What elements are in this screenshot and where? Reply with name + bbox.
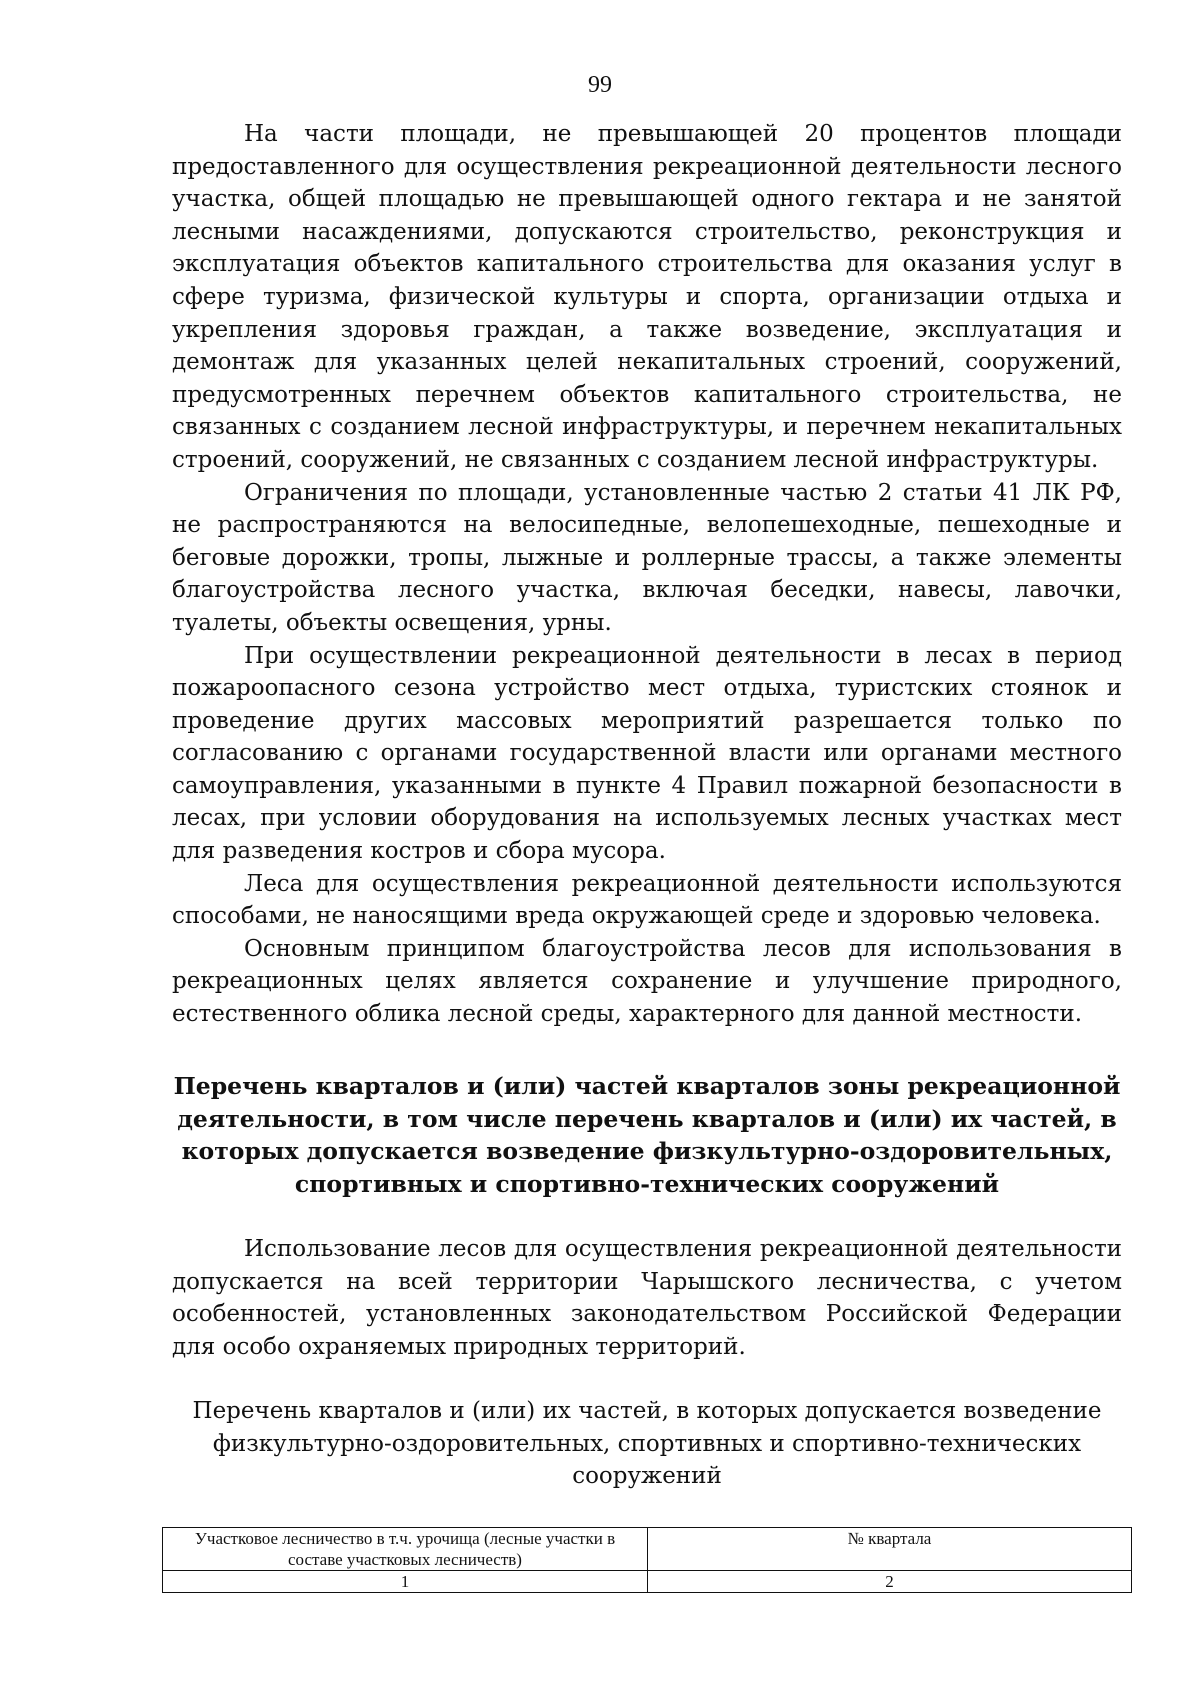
paragraph: Леса для осуществления рекреационной деятельности используются способами, не наносящими вреда окружающей среде и здоровью человека. bbox=[172, 870, 1122, 930]
paragraph: Ограничения по площади, установленные частью 2 статьи 41 ЛК РФ, не распространяются на велосипедные, велопешеходные, пешеходные и беговые дорожки, тропы, лыжные и роллерные трассы, а также элементы благоустройства лесного участка, включая беседки, навесы, лавочки, туалеты, объекты освещения, урны. bbox=[172, 479, 1122, 636]
table-column-numbers-row bbox=[163, 1571, 1132, 1593]
table-header-row bbox=[163, 1528, 1132, 1571]
paragraph: Основным принципом благоустройства лесов для использования в рекреационных целях является сохранение и улучшение природного, естественного облика лесной среды, характерного для данной местности. bbox=[172, 935, 1122, 1028]
quarters-table bbox=[162, 1527, 1132, 1593]
paragraph: Использование лесов для осуществления рекреационной деятельности допускается на всей территории Чарышского лесничества, с учетом особенностей, установленных законодательством Российской Федерации для особо охраняемых природных территорий. bbox=[172, 1236, 1122, 1360]
column-header-forestry: Участковое лесничество в т.ч. урочища (лесные участки в составе участковых лесничеств) bbox=[163, 1528, 648, 1571]
page-number: 99 bbox=[588, 72, 612, 98]
table-caption: Перечень кварталов и (или) их частей, в которых допускается возведение физкультурно-оздоровительных, спортивных и спортивно-технических сооружений bbox=[192, 1398, 1102, 1490]
column-header-quarter-number: № квартала bbox=[648, 1528, 1132, 1571]
paragraph: При осуществлении рекреационной деятельности в лесах в период пожароопасного сезона устройство мест отдыха, туристских стоянок и проведение других массовых мероприятий разрешается только по согласованию с органами государственной власти или органами местного самоуправления, указанными в пункте 4 Правил пожарной безопасности в лесах, при условии оборудования на используемых лесных участках мест для разведения костров и сбора мусора. bbox=[172, 642, 1122, 865]
column-number: 2 bbox=[648, 1571, 1132, 1593]
column-number: 1 bbox=[163, 1571, 648, 1593]
section-heading: Перечень кварталов и (или) частей кварталов зоны рекреационной деятельности, в том числе перечень кварталов и (или) их частей, в которых допускается возведение физкультурно-оздоровительных, спортивных и спортивно-технических сооружений bbox=[173, 1072, 1121, 1198]
paragraph: На части площади, не превышающей 20 процентов площади предоставленного для осуществления рекреационной деятельности лесного участка, общей площадью не превышающей одного гектара и не занятой лесными насаждениями, допускаются строительство, реконструкция и эксплуатация объектов капитального строительства для оказания услуг в сфере туризма, физической культуры и спорта, организации отдыха и укрепления здоровья граждан, а также возведение, эксплуатация и демонтаж для указанных целей некапитальных строений, сооружений, предусмотренных перечнем объектов капитального строительства, не связанных с созданием лесной инфраструктуры, и перечнем некапитальных строений, сооружений, не связанных с созданием лесной инфраструктуры. bbox=[172, 121, 1122, 473]
section-text bbox=[172, 1233, 1122, 1363]
main-text bbox=[172, 118, 1122, 1031]
